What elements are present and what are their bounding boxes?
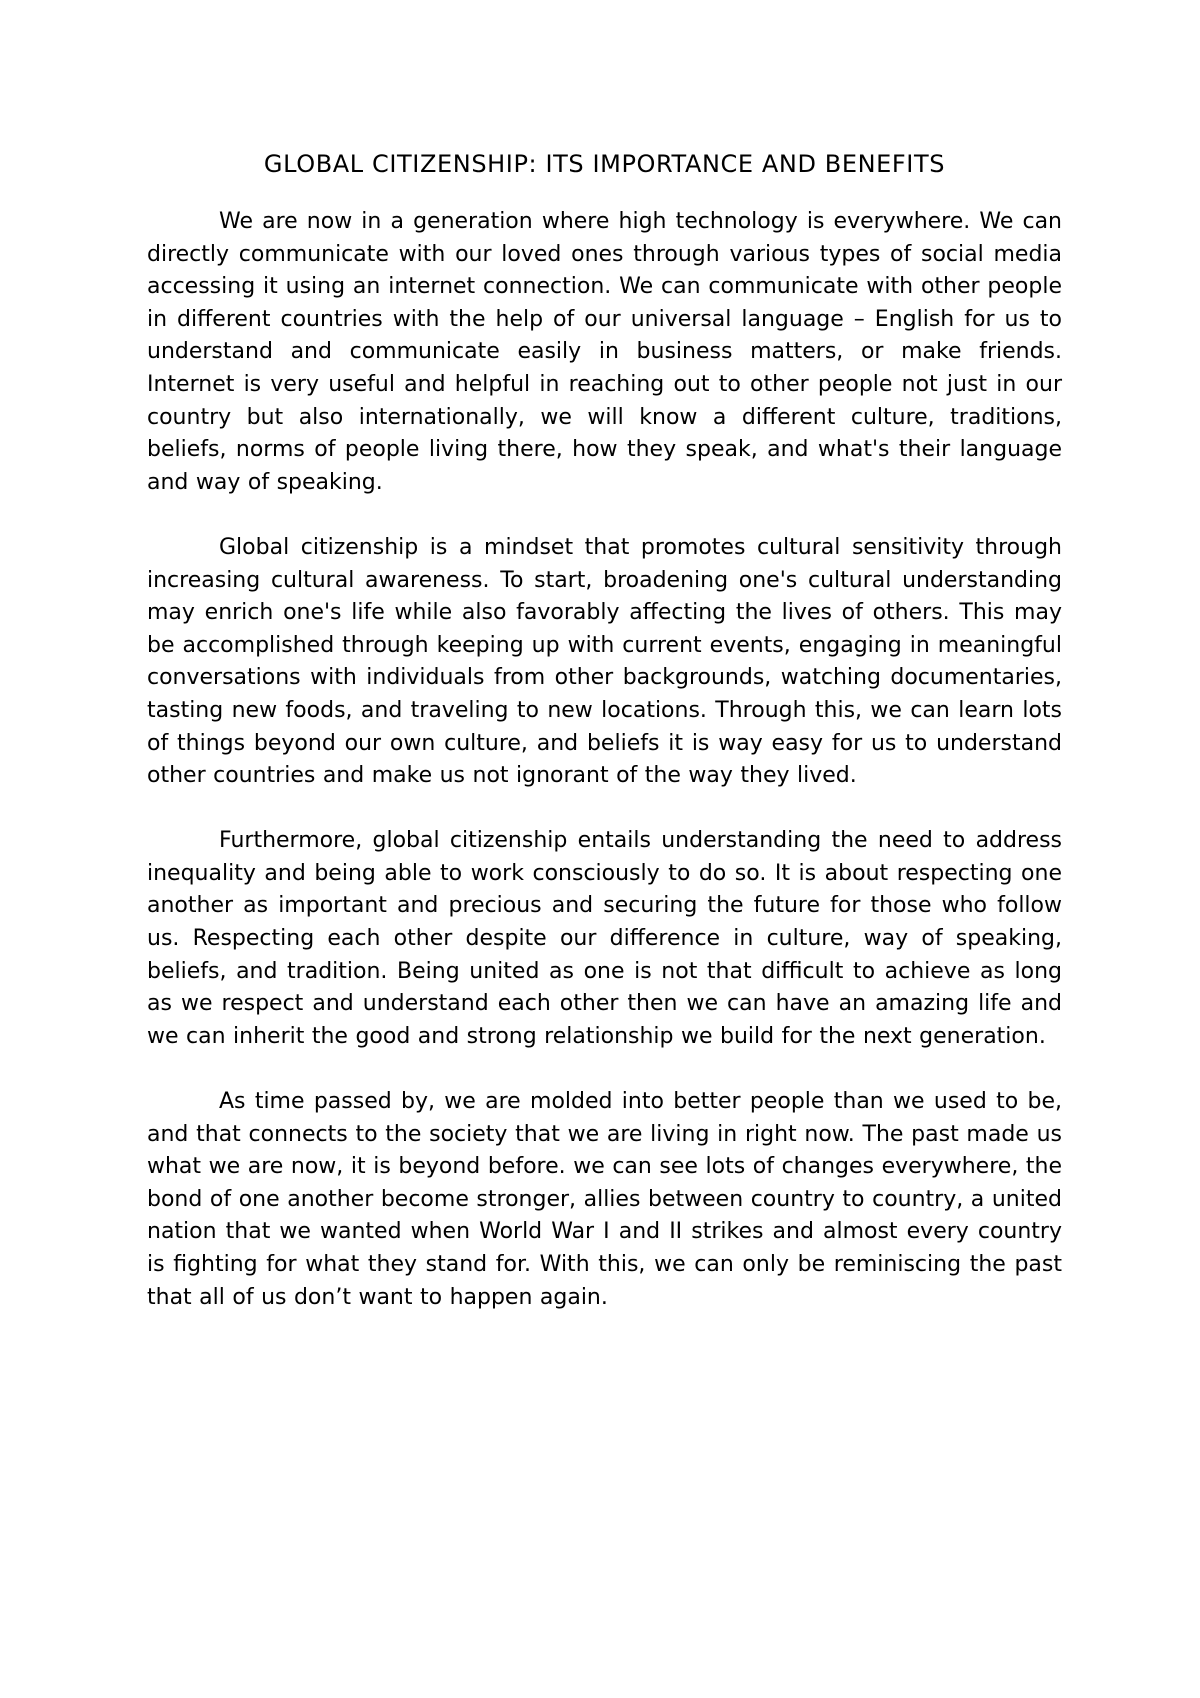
document-title: GLOBAL CITIZENSHIP: ITS IMPORTANCE AND BENEFITS — [263, 150, 946, 178]
document-body — [147, 144, 1062, 1314]
paragraph-4: As time passed by, we are molded into better people than we used to be, and that connects to the society that we are living in right now. The past made us what we are now, it is beyond before. we can see lots of changes everywhere, the bond of one another become stronger, allies between country to country, a united nation that we wanted when World War I and II strikes and almost every country is fighting for what they stand for. With this, we can only be reminiscing the past that all of us don’t want to happen again. — [147, 1089, 1062, 1310]
paragraph-1: We are now in a generation where high technology is everywhere. We can directly communicate with our loved ones through various types of social media accessing it using an internet connection. We can communicate with other people in different countries with the help of our universal language – English for us to understand and communicate easily in business matters, or make friends. Internet is very useful and helpful in reaching out to other people not just in our country but also internationally, we will know a different culture, traditions, beliefs, norms of people living there, how they speak, and what's their language and way of speaking. — [147, 209, 1062, 495]
paragraph-2: Global citizenship is a mindset that promotes cultural sensitivity through increasing cultural awareness. To start, broadening one's cultural understanding may enrich one's life while also favorably affecting the lives of others. This may be accomplished through keeping up with current events, engaging in meaningful conversations with individuals from other backgrounds, watching documentaries, tasting new foods, and traveling to new locations. Through this, we can learn lots of things beyond our own culture, and beliefs it is way easy for us to understand other countries and make us not ignorant of the way they lived. — [147, 534, 1062, 789]
paragraph-3: Furthermore, global citizenship entails understanding the need to address inequality and being able to work consciously to do so. It is about respecting one another as important and precious and securing the future for those who follow us. Respecting each other despite our difference in culture, way of speaking, beliefs, and tradition. Being united as one is not that difficult to achieve as long as we respect and understand each other then we can have an amazing life and we can inherit the good and strong relationship we build for the next generation. — [147, 828, 1062, 1049]
